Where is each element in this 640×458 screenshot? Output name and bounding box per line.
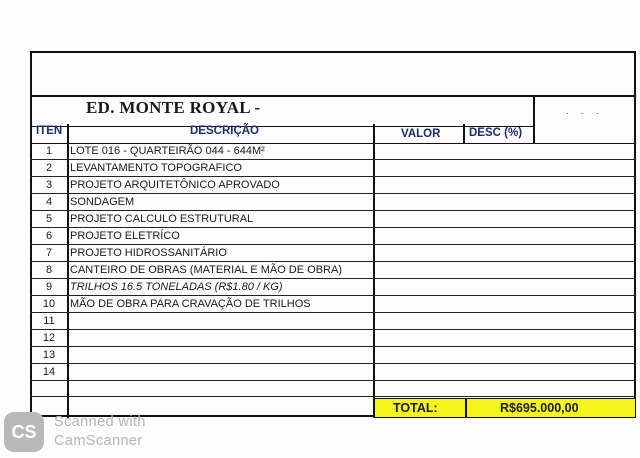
total-divider (465, 398, 467, 418)
grid-line-value (463, 124, 465, 143)
total-label: TOTAL: (393, 401, 438, 415)
row-separator (30, 329, 636, 330)
grid-line-discount (533, 95, 535, 143)
camscanner-logo-icon: CS (4, 412, 44, 452)
row-item-number: 13 (42, 349, 56, 361)
row-item-number: 10 (42, 298, 56, 310)
grid-line-description (373, 124, 375, 418)
row-description: PROJETO ARQUITETÔNICO APROVADO (70, 179, 280, 191)
total-value: R$695.000,00 (500, 401, 579, 415)
row-separator (30, 363, 636, 364)
header-row (30, 124, 636, 144)
row-description: TRILHOS 16.5 TONELADAS (R$1.80 / KG) (70, 281, 283, 293)
row-item-number: 3 (45, 179, 53, 191)
row-item-number: 9 (45, 281, 53, 293)
row-description: PROJETO ELETRÍCO (70, 230, 180, 242)
row-item-number: 7 (45, 247, 53, 259)
header-description: DESCRIÇÃO (190, 125, 260, 137)
header-item: ITEN (36, 125, 63, 137)
row-description: LOTE 016 - QUARTEIRÃO 044 - 644M² (70, 145, 265, 157)
row-item-number: 11 (43, 315, 55, 327)
row-description: LEVANTAMENTO TOPOGRAFICO (70, 162, 242, 174)
row-item-number: 12 (42, 332, 56, 344)
top-right-mark: . . . (566, 106, 604, 116)
row-description: PROJETO CALCULO ESTRUTURAL (70, 213, 254, 225)
document-title: ED. MONTE ROYAL - (86, 98, 261, 117)
row-separator (30, 346, 636, 347)
row-item-number: 8 (45, 264, 53, 276)
row-item-number: 6 (45, 230, 53, 242)
row-separator (30, 396, 636, 397)
row-separator (30, 380, 636, 381)
header-discount: DESC (%) (469, 127, 523, 139)
row-item-number: 14 (42, 366, 56, 378)
row-item-number: 4 (45, 196, 53, 208)
row-item-number: 5 (45, 213, 53, 225)
row-description: CANTEIRO DE OBRAS (MATERIAL E MÃO DE OBRA) (70, 264, 342, 276)
row-item-number: 2 (45, 162, 53, 174)
watermark-line-1: Scanned with (54, 414, 146, 430)
watermark-line-2: CamScanner (54, 433, 143, 449)
row-description: SONDAGEM (70, 196, 135, 208)
row-item-number: 1 (45, 145, 53, 157)
row-description: MÃO DE OBRA PARA CRAVAÇÃO DE TRILHOS (70, 298, 311, 310)
header-value: VALOR (401, 128, 441, 140)
row-description: PROJETO HIDROSSANITÁRIO (70, 247, 227, 259)
